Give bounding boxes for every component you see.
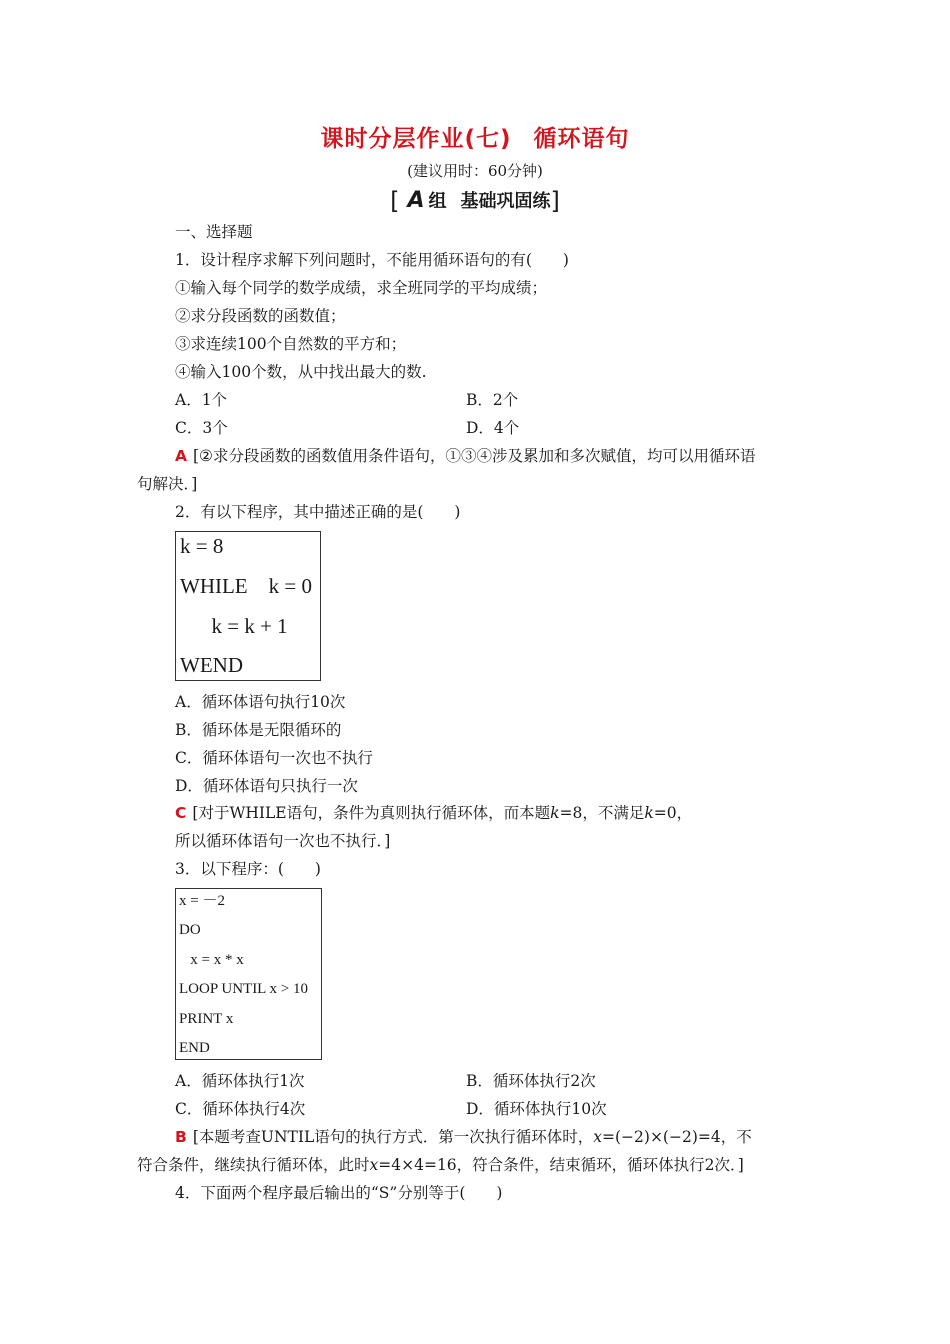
title-part1: 课时分层作业(七) [320, 126, 512, 152]
q2-option-d: D．循环体语句只执行一次 [175, 777, 358, 795]
q2-var-k-1: k [550, 804, 560, 822]
q2-code-line-2: WHILE k = 0 [180, 574, 312, 598]
q3-option-a: A．循环体执行1次 [175, 1072, 305, 1090]
q3-option-c: C．循环体执行4次 [175, 1100, 306, 1118]
q2-stem: 2．有以下程序，其中描述正确的是( ) [175, 503, 461, 521]
q3-explanation-line1 [175, 1127, 752, 1147]
group-letter: A [407, 188, 425, 213]
q2-code-line-3: k = k + 1 [180, 614, 288, 638]
q1-option-d: D．4个 [466, 419, 520, 437]
q4-stem: 4．下面两个程序最后输出的“S”分别等于( ) [175, 1184, 503, 1202]
q3-code-line-2: DO [179, 922, 201, 938]
q3-code-line-5: PRINT x [179, 1011, 234, 1027]
q3-explanation-text-c: =(−2)×(−2)=4，不 [602, 1128, 752, 1146]
page-title [0, 120, 950, 153]
q1-item-1: ①输入每个同学的数学成绩，求全班同学的平均成绩； [175, 279, 548, 297]
q2-code-line-4: WEND [180, 653, 243, 677]
q3-code-line-6: END [179, 1040, 210, 1056]
q2-answer: C [175, 804, 187, 822]
group-heading [0, 185, 950, 213]
q3-explanation-text-a: [本题考查UNTIL语句的执行方式．第一次执行循环体时， [192, 1128, 594, 1146]
q3-explanation-text-2a: 符合条件，继续执行循环体，此时 [137, 1156, 370, 1174]
q2-option-c: C．循环体语句一次也不执行 [175, 749, 373, 767]
group-bracket-open: [ [390, 187, 400, 215]
q1-item-4: ④输入100个数，从中找出最大的数. [175, 363, 427, 381]
group-bracket-close: ] [550, 187, 560, 215]
q1-explanation-line1 [175, 446, 755, 466]
q3-option-d: D．循环体执行10次 [466, 1100, 607, 1118]
q3-stem: 3．以下程序：( ) [175, 860, 321, 878]
q3-explanation-text-2c: =4×4=16，符合条件，结束循环，循环体执行2次．] [378, 1156, 744, 1174]
q3-code-line-1: x = －2 [179, 893, 225, 909]
q1-explanation-text: [②求分段函数的函数值用条件语句，①③④涉及累加和多次赋值，均可以用循环语 [193, 447, 756, 465]
section-heading: 一、选择题 [175, 223, 253, 241]
q3-code-line-3: x = x * x [179, 952, 244, 968]
q1-explanation-line2: 句解决．] [137, 475, 198, 493]
q2-explanation-line2: 所以循环体语句一次也不执行．] [175, 832, 391, 850]
q2-explanation-text-e: =0， [653, 804, 693, 822]
q1-item-3: ③求连续100个自然数的平方和； [175, 335, 407, 353]
q1-option-b: B．2个 [466, 391, 519, 409]
q2-explanation-text-a: [对于WHILE语句，条件为真则执行循环体，而本题 [192, 804, 551, 822]
q2-explanation-line1 [175, 803, 692, 823]
group-name: 基础巩固练 [460, 191, 551, 212]
q1-option-a: A．1个 [175, 391, 228, 409]
q1-answer: A [175, 447, 187, 465]
q3-code-box [175, 888, 322, 1060]
group-label: 组 [428, 191, 447, 212]
q3-var-x-2: x [369, 1156, 379, 1174]
suggested-time: (建议用时：60分钟) [407, 162, 543, 180]
q3-answer: B [175, 1128, 187, 1146]
q1-option-c: C．3个 [175, 419, 228, 437]
q2-var-k-2: k [644, 804, 654, 822]
q3-explanation-line2 [137, 1155, 744, 1175]
q2-option-a: A．循环体语句执行10次 [175, 693, 346, 711]
q3-code-line-4: LOOP UNTIL x > 10 [179, 981, 309, 997]
q2-option-b: B．循环体是无限循环的 [175, 721, 342, 739]
q2-explanation-text-c: =8，不满足 [559, 804, 645, 822]
q1-item-2: ②求分段函数的函数值； [175, 307, 346, 325]
q2-code-line-1: k = 8 [180, 534, 224, 558]
title-part2: 循环语句 [533, 126, 630, 152]
q1-stem: 1．设计程序求解下列问题时，不能用循环语句的有( ) [175, 251, 569, 269]
q3-var-x-1: x [593, 1128, 603, 1146]
q3-option-b: B．循环体执行2次 [466, 1072, 596, 1090]
